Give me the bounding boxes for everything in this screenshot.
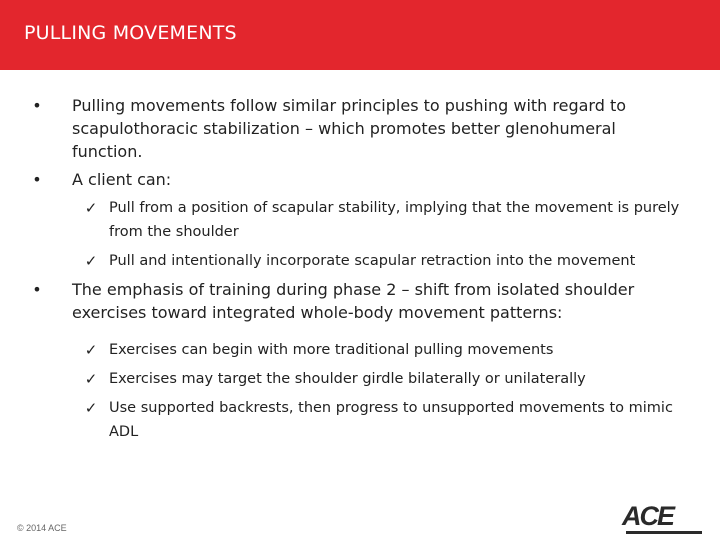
bullet-text: Pulling movements follow similar principles to pushing with regard to scapulothoracic stabilization – which promotes better glenohumeral function. <box>72 96 627 161</box>
bullet-text: The emphasis of training during phase 2 – shift from isolated shoulder exercises toward integrated whole-body movement patterns: <box>72 280 635 322</box>
checkmark-icon: ✓ <box>84 399 98 417</box>
checkmark-icon: ✓ <box>84 252 98 270</box>
copyright-notice: © 2014 ACE <box>17 523 67 533</box>
bullet-item <box>30 94 690 163</box>
check-item <box>72 338 690 362</box>
ace-logo <box>622 501 706 536</box>
check-text: Use supported backrests, then progress to unsupported movements to mimic ADL <box>109 400 673 440</box>
logo-wordmark: ACE <box>622 501 674 531</box>
header-bar <box>0 0 720 70</box>
check-text: Exercises can begin with more traditional pulling movements <box>109 342 554 358</box>
checkmark-icon: ✓ <box>84 199 98 217</box>
bullet-text: A client can: <box>72 170 172 189</box>
checkmark-icon: ✓ <box>84 341 98 359</box>
check-text: Exercises may target the shoulder girdle bilaterally or unilaterally <box>109 371 586 387</box>
slide-title: PULLING MOVEMENTS <box>24 22 237 44</box>
slide-content <box>30 94 690 444</box>
bullet-list <box>30 94 690 444</box>
check-list <box>72 196 690 273</box>
check-item <box>72 249 690 273</box>
logo-underline <box>626 531 702 534</box>
check-list <box>72 338 690 444</box>
bullet-item <box>30 278 690 444</box>
bullet-item <box>30 168 690 273</box>
checkmark-icon: ✓ <box>84 370 98 388</box>
check-item <box>72 196 690 244</box>
check-text: Pull from a position of scapular stability, implying that the movement is purely from the shoulder <box>109 200 680 240</box>
check-item <box>72 396 690 444</box>
bullet-icon: • <box>32 170 42 189</box>
check-item <box>72 367 690 391</box>
check-text: Pull and intentionally incorporate scapular retraction into the movement <box>109 253 636 269</box>
bullet-icon: • <box>32 96 42 115</box>
bullet-icon: • <box>32 280 42 299</box>
